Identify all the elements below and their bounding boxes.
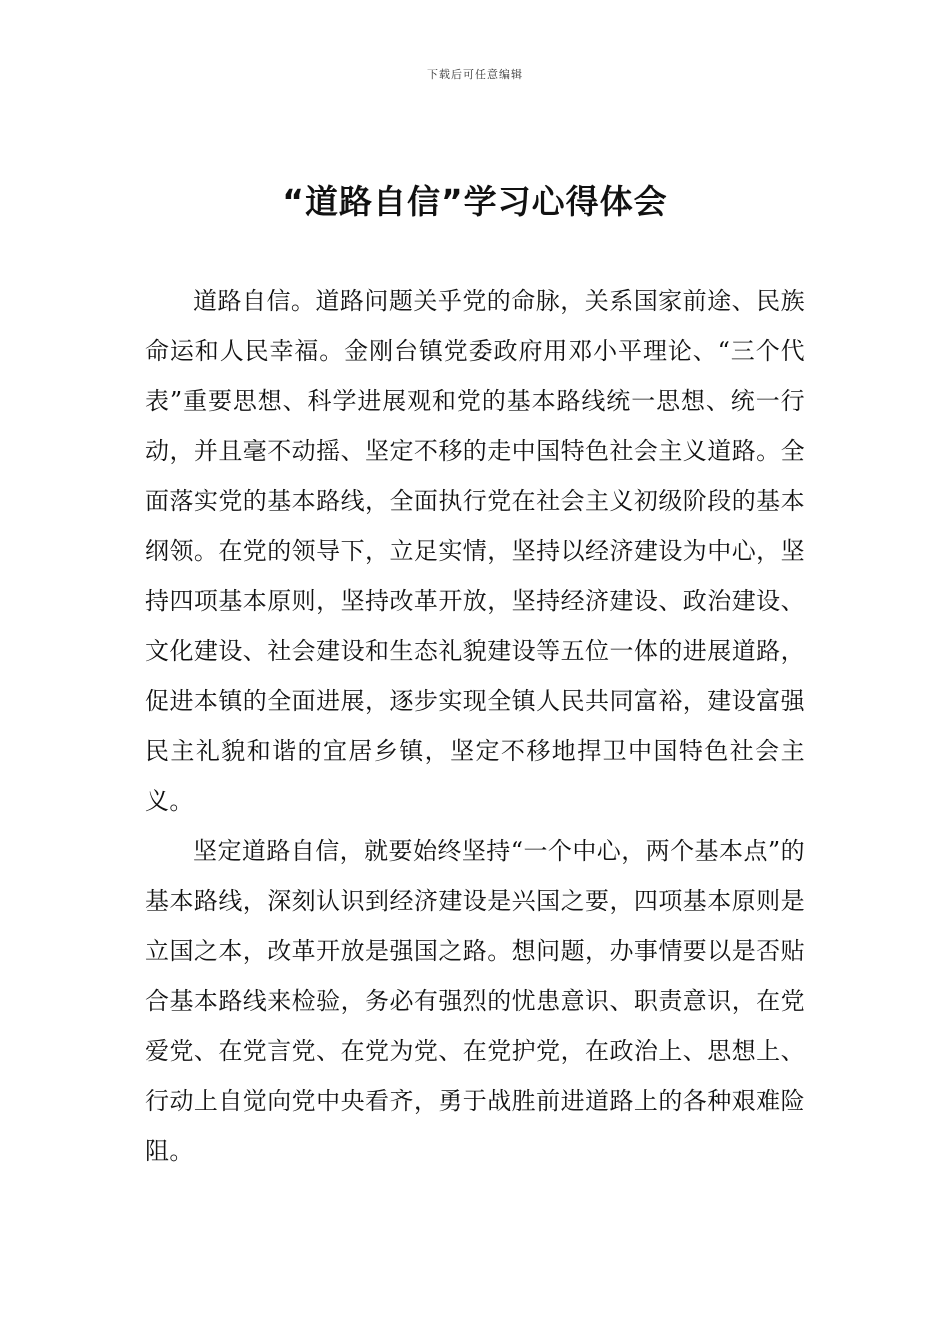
paragraph-1: 道路自信。道路问题关乎党的命脉，关系国家前途、民族命运和人民幸福。金刚台镇党委政府用邓小平理论、“三个代表”重要思想、科学进展观和党的基本路线统一思想、统一行动，并且毫不动摇、坚定不移的走中国特色社会主义道路。全面落实党的基本路线，全面执行党在社会主义初级阶段的基本纲领。在党的领导下，立足实情，坚持以经济建设为中心，坚持四项基本原则，坚持改革开放，坚持经济建设、政治建设、文化建设、社会建设和生态礼貌建设等五位一体的进展道路，促进本镇的全面进展，逐步实现全镇人民共同富裕，建设富强民主礼貌和谐的宜居乡镇，坚定不移地捍卫中国特色社会主义。 [145, 287, 805, 815]
paragraph-2: 坚定道路自信，就要始终坚持“一个中心，两个基本点”的基本路线，深刻认识到经济建设是兴国之要，四项基本原则是立国之本，改革开放是强国之路。想问题，办事情要以是否贴合基本路线来检验，务必有强烈的忧患意识、职责意识，在党爱党、在党言党、在党为党、在党护党，在政治上、思想上、行动上自觉向党中央看齐，勇于战胜前进道路上的各种艰难险阻。 [145, 837, 805, 1165]
header-note: 下载后可任意编辑 [427, 68, 523, 81]
document-body [145, 276, 805, 1176]
document-title: “道路自信”学习心得体会 [282, 182, 668, 221]
